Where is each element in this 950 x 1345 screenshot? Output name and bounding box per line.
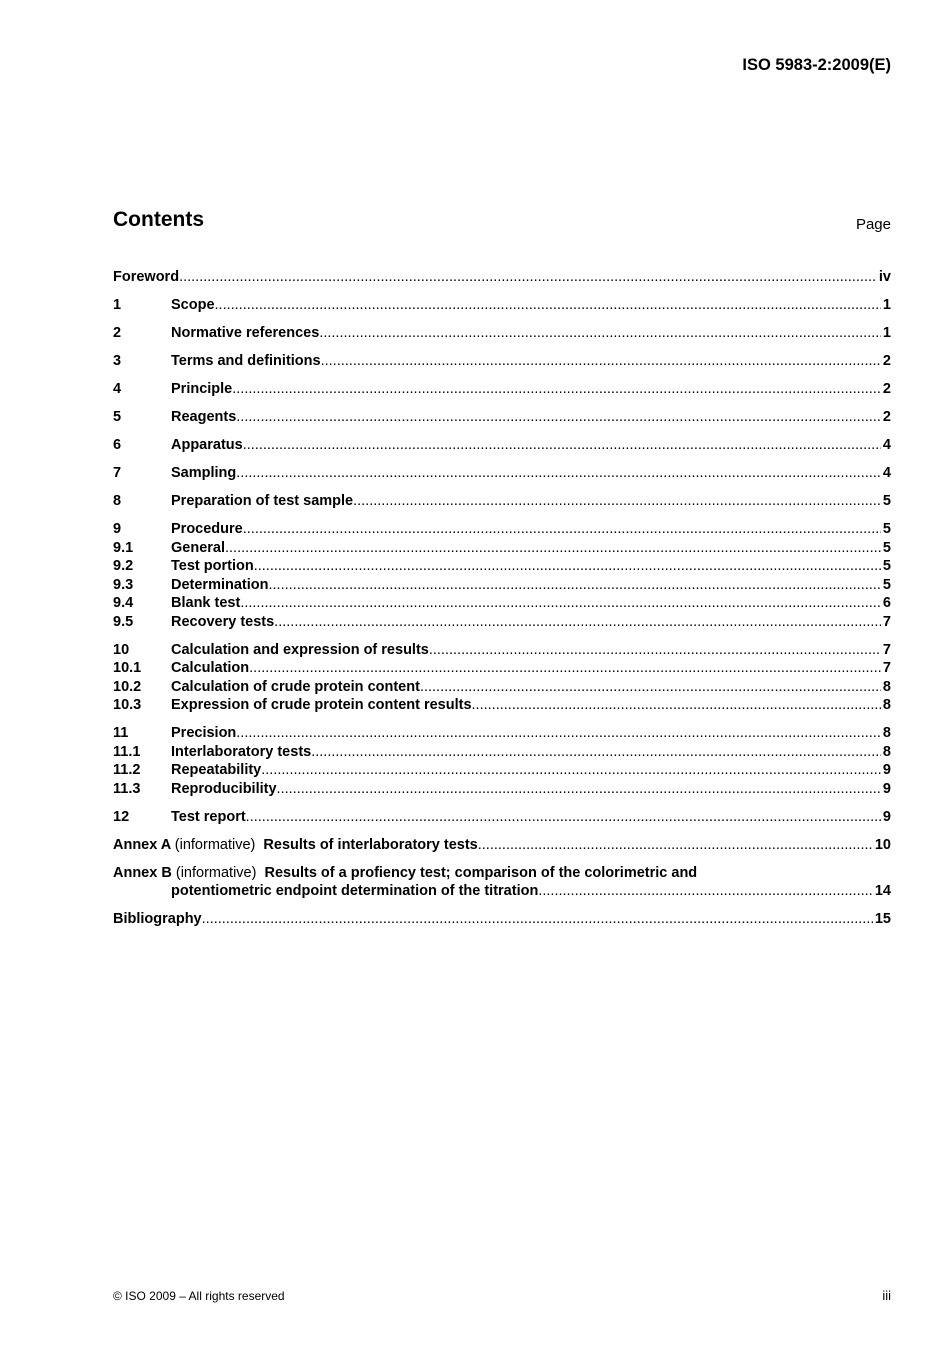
toc-entry[interactable]	[113, 613, 891, 632]
toc-leader-dots	[243, 520, 881, 539]
toc-entry-number: 11.3	[113, 780, 141, 797]
toc-entry-number: 2	[113, 325, 122, 341]
toc-leader-dots	[274, 613, 881, 632]
toc-leader-dots	[261, 761, 881, 780]
toc-entry-title: Precision	[171, 725, 237, 741]
toc-entry-page: 8	[882, 743, 891, 760]
toc-entry-number: 10.3	[113, 697, 142, 713]
toc-bibliography[interactable]	[113, 910, 891, 929]
toc-group	[113, 464, 891, 483]
toc-entry[interactable]	[113, 380, 891, 399]
toc-leader-dots	[232, 380, 881, 399]
toc-entry-page: 5	[882, 539, 891, 556]
toc-entry[interactable]	[113, 696, 891, 715]
toc-group	[113, 436, 891, 455]
toc-entry-number: 9	[113, 521, 122, 537]
toc-annex-a[interactable]	[113, 836, 891, 855]
toc-entry[interactable]	[113, 808, 891, 827]
toc-entry-title: Apparatus	[171, 437, 243, 453]
toc-entry[interactable]	[113, 492, 891, 511]
toc-entry-page: 7	[882, 641, 891, 658]
toc-entry-page: 7	[882, 660, 891, 676]
document-id: ISO 5983-2:2009(E)	[742, 56, 891, 74]
toc-entry-number: 10	[113, 641, 130, 658]
toc-entry-page: 8	[882, 697, 891, 713]
toc-group	[113, 808, 891, 827]
toc-leader-dots	[538, 882, 873, 901]
toc-entry-page: 2	[882, 381, 891, 397]
toc-entry-number: 10.2	[113, 678, 142, 695]
toc-entry[interactable]	[113, 659, 891, 678]
toc-entry[interactable]	[113, 408, 891, 427]
footer-page-number: iii	[882, 1288, 891, 1303]
toc-entry-title: Determination	[171, 576, 269, 593]
toc-entry[interactable]	[113, 724, 891, 743]
toc-leader-dots	[420, 678, 881, 697]
toc-entry-title: Calculation of crude protein content	[171, 678, 420, 695]
toc-entry-number: 3	[113, 353, 122, 369]
toc-entry-page: 1	[882, 297, 891, 313]
toc-entry-number: 9.3	[113, 576, 134, 593]
table-of-contents	[113, 268, 891, 938]
toc-entry[interactable]	[113, 464, 891, 483]
toc-group	[113, 324, 891, 343]
toc-entry[interactable]	[113, 678, 891, 697]
contents-heading: Contents	[113, 208, 204, 231]
toc-entry-page: 8	[882, 725, 891, 741]
toc-entry[interactable]	[113, 436, 891, 455]
toc-entry[interactable]	[113, 520, 891, 539]
toc-entry[interactable]	[113, 296, 891, 315]
toc-annex-b[interactable]	[113, 864, 891, 901]
toc-leader-dots	[254, 557, 881, 576]
toc-entry[interactable]	[113, 743, 891, 762]
toc-entry-page: 8	[882, 678, 891, 695]
toc-entry[interactable]	[113, 780, 891, 799]
toc-group	[113, 408, 891, 427]
toc-leader-dots	[215, 296, 881, 315]
toc-entry-page: 2	[882, 353, 891, 369]
toc-leader-dots	[179, 268, 877, 287]
toc-entry-number: 11.2	[113, 762, 141, 778]
toc-leader-dots	[202, 910, 873, 929]
toc-leader-dots	[236, 724, 881, 743]
toc-leader-dots	[236, 464, 881, 483]
page-column-label: Page	[855, 216, 891, 233]
toc-entry-number: 9.1	[113, 539, 134, 556]
toc-sections	[113, 268, 891, 826]
toc-entry-number: 1	[113, 297, 122, 313]
toc-leader-dots	[472, 696, 881, 715]
toc-entry-number: 4	[113, 381, 122, 397]
toc-entry-title: Foreword	[113, 269, 180, 285]
toc-entry-page: 5	[882, 576, 891, 593]
toc-group	[113, 724, 891, 798]
toc-entry-title: Normative references	[171, 325, 320, 341]
toc-entry-number: 5	[113, 409, 122, 425]
toc-leader-dots	[353, 492, 881, 511]
toc-group	[113, 641, 891, 715]
toc-group	[113, 520, 891, 631]
toc-group	[113, 296, 891, 315]
bibliography-page: 15	[874, 911, 891, 927]
bibliography-title: Bibliography	[113, 911, 202, 927]
toc-entry-page: 1	[882, 325, 891, 341]
toc-entry-title: Sampling	[171, 465, 237, 481]
toc-entry[interactable]	[113, 641, 891, 660]
toc-entry-title: Calculation and expression of results	[171, 641, 429, 658]
toc-entry-title: Preparation of test sample	[171, 493, 354, 509]
toc-leader-dots	[236, 408, 881, 427]
toc-entry[interactable]	[113, 539, 891, 558]
toc-entry-number: 9.4	[113, 595, 134, 611]
annex-b-title-line2: potentiometric endpoint determination of the titration	[171, 883, 539, 899]
toc-group	[113, 268, 891, 287]
toc-leader-dots	[240, 594, 881, 613]
toc-entry-title: Expression of crude protein content results	[171, 697, 472, 713]
toc-entry-number: 11	[113, 725, 129, 741]
toc-entry-page: 4	[882, 437, 891, 453]
toc-entry[interactable]	[113, 761, 891, 780]
annex-a-page: 10	[874, 836, 891, 853]
toc-entry-number: 11.1	[113, 743, 141, 760]
toc-entry-number: 9.5	[113, 613, 134, 630]
toc-leader-dots	[277, 780, 881, 799]
toc-entry-title: Procedure	[171, 521, 243, 537]
toc-entry-page: 9	[882, 762, 891, 778]
toc-entry-page: 6	[882, 595, 891, 611]
toc-leader-dots	[249, 659, 881, 678]
toc-entry-page: iv	[878, 269, 891, 285]
toc-entry-page: 9	[882, 780, 891, 797]
footer-copyright: © ISO 2009 – All rights reserved	[113, 1289, 285, 1303]
toc-leader-dots	[319, 324, 881, 343]
toc-entry-title: Reproducibility	[171, 780, 277, 797]
toc-leader-dots	[269, 576, 881, 595]
toc-leader-dots	[225, 539, 881, 558]
annex-b-page: 14	[874, 883, 891, 899]
annex-b-tag: Annex B	[113, 864, 172, 881]
toc-entry-title: Principle	[171, 381, 233, 397]
toc-entry-page: 5	[882, 493, 891, 509]
annex-a-tag: Annex A	[113, 836, 171, 853]
toc-entry-number: 8	[113, 493, 122, 509]
toc-entry-page: 4	[882, 465, 891, 481]
toc-entry-number: 9.2	[113, 558, 134, 574]
toc-entry-title: Scope	[171, 297, 215, 313]
toc-entry-title: Recovery tests	[171, 613, 275, 630]
toc-group	[113, 380, 891, 399]
toc-entry-title: Test portion	[171, 558, 254, 574]
toc-entry-title: Terms and definitions	[171, 353, 321, 369]
annex-a-title: Results of interlaboratory tests	[263, 836, 478, 853]
toc-entry-title: General	[171, 539, 225, 556]
toc-entry-page: 2	[882, 409, 891, 425]
toc-entry-page: 9	[882, 808, 891, 825]
toc-entry-title: Test report	[171, 808, 246, 825]
annex-b-title-line1: Results of a profiency test; comparison of the colorimetric and	[264, 864, 698, 881]
toc-entry[interactable]	[113, 576, 891, 595]
toc-leader-dots	[429, 641, 881, 660]
toc-leader-dots	[311, 743, 881, 762]
toc-leader-dots	[243, 436, 881, 455]
toc-entry-number: 10.1	[113, 660, 142, 676]
toc-entry-title: Blank test	[171, 595, 241, 611]
toc-entry-page: 5	[882, 558, 891, 574]
toc-group	[113, 352, 891, 371]
toc-entry[interactable]	[113, 324, 891, 343]
toc-entry-title: Calculation	[171, 660, 250, 676]
toc-leader-dots	[321, 352, 881, 371]
toc-entry-title: Interlaboratory tests	[171, 743, 312, 760]
toc-entry-number: 12	[113, 808, 130, 825]
toc-entry-number: 6	[113, 437, 122, 453]
annex-a-informative: (informative)	[174, 836, 256, 853]
toc-entry-number: 7	[113, 465, 122, 481]
toc-entry-title: Repeatability	[171, 762, 262, 778]
toc-leader-dots	[246, 808, 881, 827]
toc-entry[interactable]	[113, 594, 891, 613]
toc-entry-page: 7	[882, 613, 891, 630]
toc-leader-dots	[478, 836, 873, 855]
toc-entry-title: Reagents	[171, 409, 237, 425]
toc-group	[113, 492, 891, 511]
annex-b-informative: (informative)	[175, 864, 257, 881]
toc-entry[interactable]	[113, 557, 891, 576]
toc-entry-page: 5	[882, 521, 891, 537]
toc-entry[interactable]	[113, 352, 891, 371]
toc-entry[interactable]	[113, 268, 891, 287]
